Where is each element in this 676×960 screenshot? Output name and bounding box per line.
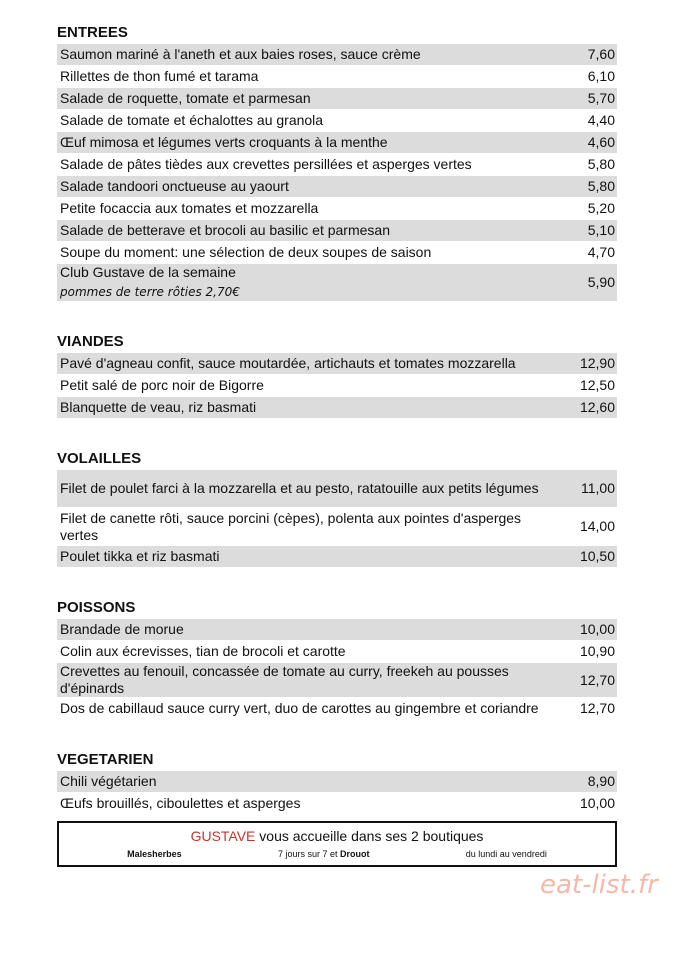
item-name-wrap — [60, 90, 565, 107]
item-name: Filet de canette rôti, sauce porcini (cèpes), polenta aux pointes d'asperges vertes — [60, 509, 522, 543]
shop-malesherbes: Malesherbes — [127, 849, 182, 859]
section-title: VIANDES — [57, 333, 124, 350]
menu-item — [57, 771, 617, 792]
item-name-wrap — [60, 773, 565, 790]
item-name: Rillettes de thon fumé et tarama — [60, 68, 259, 84]
menu-item — [57, 154, 617, 175]
item-name: Colin aux écrevisses, tian de brocoli et carotte — [60, 643, 346, 659]
item-name-wrap — [60, 244, 565, 261]
menu-item — [57, 353, 617, 374]
item-price: 12,70 — [579, 671, 615, 688]
shop-drouot-hours — [278, 849, 370, 859]
hours-drouot: du lundi au vendredi — [465, 849, 547, 859]
menu-item — [57, 397, 617, 418]
menu-item — [57, 110, 617, 131]
item-price: 10,50 — [579, 548, 615, 564]
hours-malesherbes: 7 jours sur 7 et — [277, 849, 340, 859]
item-name-wrap — [60, 156, 565, 173]
item-note: pommes de terre rôties 2,70€ — [60, 285, 240, 299]
item-name-wrap — [60, 200, 565, 217]
watermark-logo: eat-list.fr — [540, 870, 658, 900]
item-name: Crevettes au fenouil, concassée de tomate au curry, freekeh au pousses d'épinards — [60, 663, 509, 696]
menu-item — [57, 88, 617, 109]
menu-item — [57, 44, 617, 65]
section-entrees — [57, 22, 617, 301]
item-price: 10,00 — [579, 621, 615, 637]
menu-item — [57, 66, 617, 87]
footer-welcome — [59, 828, 615, 844]
item-price: 4,40 — [587, 112, 615, 128]
item-name-wrap — [60, 178, 565, 195]
item-name: Club Gustave de la semaine — [60, 264, 236, 280]
item-price: 4,60 — [587, 134, 615, 150]
brand-name: GUSTAVE — [190, 828, 256, 844]
section-viandes — [57, 331, 617, 418]
item-price: 10,90 — [579, 643, 615, 659]
item-name: Brandade de morue — [60, 621, 184, 637]
item-name-wrap — [60, 46, 565, 63]
menu-item — [57, 619, 617, 640]
menu-item — [57, 375, 617, 396]
item-name: Salade de roquette, tomate et parmesan — [60, 90, 311, 106]
item-price: 12,90 — [579, 355, 615, 371]
menu-item — [57, 546, 617, 567]
item-name: Chili végétarien — [60, 773, 157, 789]
menu-item — [57, 470, 617, 507]
item-price: 5,10 — [587, 222, 615, 238]
menu-item — [57, 220, 617, 241]
section-title: VEGETARIEN — [57, 751, 154, 768]
menu-item — [57, 176, 617, 197]
item-price: 12,70 — [579, 700, 615, 716]
item-name-wrap — [60, 355, 565, 372]
item-name-wrap — [60, 480, 565, 497]
item-price: 14,00 — [579, 518, 615, 534]
item-name: Œufs brouillés, ciboulettes et asperges — [60, 795, 301, 811]
item-name-wrap — [60, 643, 565, 660]
menu-item — [57, 698, 617, 719]
item-name: Salade de pâtes tièdes aux crevettes persillées et asperges vertes — [60, 156, 472, 172]
item-price: 4,70 — [587, 244, 615, 260]
item-name-wrap — [60, 663, 565, 697]
item-name: Petit salé de porc noir de Bigorre — [60, 377, 264, 393]
item-name-wrap — [60, 795, 565, 812]
item-price: 5,80 — [587, 178, 615, 194]
section-poissons — [57, 597, 617, 719]
section-title: VOLAILLES — [57, 450, 142, 467]
item-name-wrap — [60, 621, 565, 638]
item-price: 5,20 — [587, 200, 615, 216]
item-name-wrap — [60, 510, 565, 544]
item-name-wrap — [60, 399, 565, 416]
item-price: 11,00 — [581, 480, 615, 496]
item-name-wrap — [60, 134, 565, 151]
menu-item — [57, 198, 617, 219]
menu-item — [57, 132, 617, 153]
item-name-wrap — [60, 548, 565, 565]
item-name: Salade de betterave et brocoli au basilic et parmesan — [60, 222, 390, 238]
item-name-wrap — [60, 112, 565, 129]
item-price: 12,60 — [579, 399, 615, 415]
item-name: Petite focaccia aux tomates et mozzarella — [60, 200, 319, 216]
item-name-wrap — [60, 264, 565, 301]
item-name-wrap — [60, 700, 565, 717]
menu-item — [57, 508, 617, 545]
footer-shops — [59, 849, 615, 859]
item-name-wrap — [60, 222, 565, 239]
item-name: Salade de tomate et échalottes au granola — [60, 112, 324, 128]
item-name-wrap — [60, 68, 565, 85]
item-price: 6,10 — [587, 68, 615, 84]
item-name: Blanquette de veau, riz basmati — [60, 399, 257, 415]
menu-item — [57, 242, 617, 263]
item-price: 12,50 — [579, 377, 615, 393]
item-name: Soupe du moment: une sélection de deux soupes de saison — [60, 244, 432, 260]
item-name: Salade tandoori onctueuse au yaourt — [60, 178, 289, 194]
menu-item — [57, 641, 617, 662]
item-price: 5,80 — [587, 156, 615, 172]
section-volailles — [57, 448, 617, 567]
section-title: ENTREES — [57, 24, 128, 41]
menu-item — [57, 264, 617, 301]
item-price: 8,90 — [587, 773, 615, 789]
item-name: Œuf mimosa et légumes verts croquants à la menthe — [60, 134, 388, 150]
item-price: 10,00 — [579, 795, 615, 811]
item-name: Pavé d'agneau confit, sauce moutardée, artichauts et tomates mozzarella — [60, 355, 516, 371]
item-name: Dos de cabillaud sauce curry vert, duo de carottes au gingembre et coriandre — [60, 700, 539, 716]
menu-item — [57, 663, 617, 697]
shop-drouot: Drouot — [339, 849, 370, 859]
section-title: POISSONS — [57, 599, 136, 616]
item-name: Saumon mariné à l'aneth et aux baies roses, sauce crème — [60, 46, 421, 62]
item-name-wrap — [60, 377, 565, 394]
item-price: 5,90 — [587, 274, 615, 290]
section-vegetarien — [57, 749, 617, 814]
item-price: 5,70 — [587, 90, 615, 106]
item-price: 7,60 — [587, 46, 615, 62]
menu — [57, 22, 617, 844]
welcome-text: vous accueille dans ses 2 boutiques — [255, 828, 484, 844]
footer-box — [57, 821, 617, 867]
menu-item — [57, 793, 617, 814]
item-name: Filet de poulet farci à la mozzarella et au pesto, ratatouille aux petits légumes — [60, 480, 539, 496]
item-name: Poulet tikka et riz basmati — [60, 548, 220, 564]
